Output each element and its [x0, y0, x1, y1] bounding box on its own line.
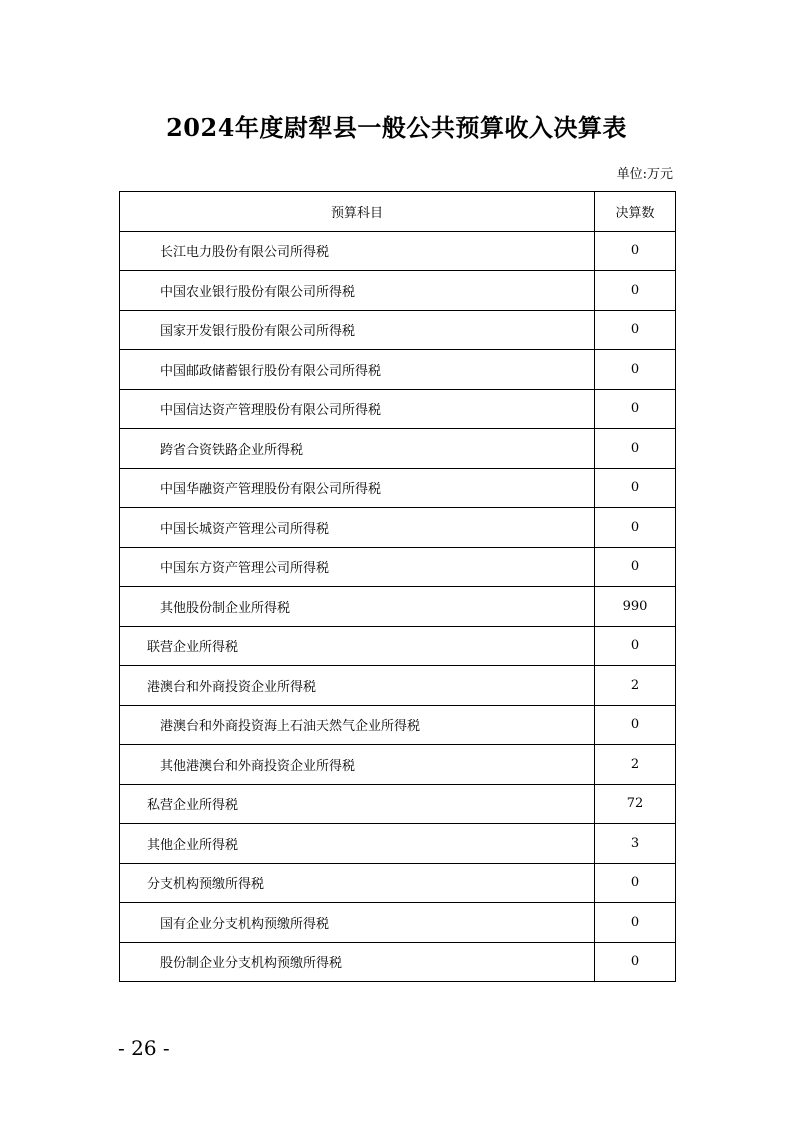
row-subject: 港澳台和外商投资海上石油天然气企业所得税	[120, 705, 595, 745]
row-amount: 0	[595, 271, 676, 311]
row-amount: 0	[595, 350, 676, 390]
table-row	[120, 547, 676, 587]
row-amount: 0	[595, 705, 676, 745]
table-row	[120, 231, 676, 271]
row-amount: 2	[595, 745, 676, 785]
table-row	[120, 705, 676, 745]
row-subject: 国有企业分支机构预缴所得税	[120, 903, 595, 943]
row-subject: 中国邮政储蓄银行股份有限公司所得税	[120, 350, 595, 390]
row-subject: 跨省合资铁路企业所得税	[120, 429, 595, 469]
row-subject: 其他港澳台和外商投资企业所得税	[120, 745, 595, 785]
row-amount: 0	[595, 942, 676, 982]
table-row	[120, 429, 676, 469]
table-row	[120, 271, 676, 311]
row-subject: 联营企业所得税	[120, 626, 595, 666]
row-amount: 0	[595, 231, 676, 271]
header-amount: 决算数	[595, 192, 676, 232]
table-row	[120, 587, 676, 627]
row-subject: 分支机构预缴所得税	[120, 863, 595, 903]
row-amount: 0	[595, 903, 676, 943]
table-row	[120, 666, 676, 706]
row-amount: 0	[595, 547, 676, 587]
row-amount: 990	[595, 587, 676, 627]
row-subject: 其他企业所得税	[120, 824, 595, 864]
table-row	[120, 508, 676, 548]
row-subject: 中国华融资产管理股份有限公司所得税	[120, 468, 595, 508]
table-header-row	[120, 192, 676, 232]
row-amount: 0	[595, 626, 676, 666]
page-number: - 26 -	[118, 1036, 170, 1060]
row-subject: 中国农业银行股份有限公司所得税	[120, 271, 595, 311]
table-row	[120, 310, 676, 350]
table-row	[120, 745, 676, 785]
table-row	[120, 468, 676, 508]
row-amount: 0	[595, 468, 676, 508]
row-subject: 中国信达资产管理股份有限公司所得税	[120, 389, 595, 429]
table-row	[120, 863, 676, 903]
row-subject: 中国东方资产管理公司所得税	[120, 547, 595, 587]
row-amount: 0	[595, 389, 676, 429]
row-subject: 私营企业所得税	[120, 784, 595, 824]
table-row	[120, 784, 676, 824]
row-amount: 3	[595, 824, 676, 864]
row-amount: 0	[595, 429, 676, 469]
table-row	[120, 389, 676, 429]
row-amount: 0	[595, 508, 676, 548]
page-title: 2024年度尉犁县一般公共预算收入决算表	[166, 113, 627, 142]
row-subject: 长江电力股份有限公司所得税	[120, 231, 595, 271]
row-subject: 中国长城资产管理公司所得税	[120, 508, 595, 548]
row-amount: 2	[595, 666, 676, 706]
row-subject: 国家开发银行股份有限公司所得税	[120, 310, 595, 350]
row-amount: 0	[595, 310, 676, 350]
row-amount: 0	[595, 863, 676, 903]
table-row	[120, 350, 676, 390]
table-row	[120, 824, 676, 864]
budget-table	[119, 191, 676, 982]
table-row	[120, 626, 676, 666]
row-amount: 72	[595, 784, 676, 824]
unit-label: 单位:万元	[616, 167, 673, 182]
row-subject: 股份制企业分支机构预缴所得税	[120, 942, 595, 982]
table-row	[120, 942, 676, 982]
row-subject: 港澳台和外商投资企业所得税	[120, 666, 595, 706]
table-row	[120, 903, 676, 943]
header-subject: 预算科目	[120, 192, 595, 232]
row-subject: 其他股份制企业所得税	[120, 587, 595, 627]
